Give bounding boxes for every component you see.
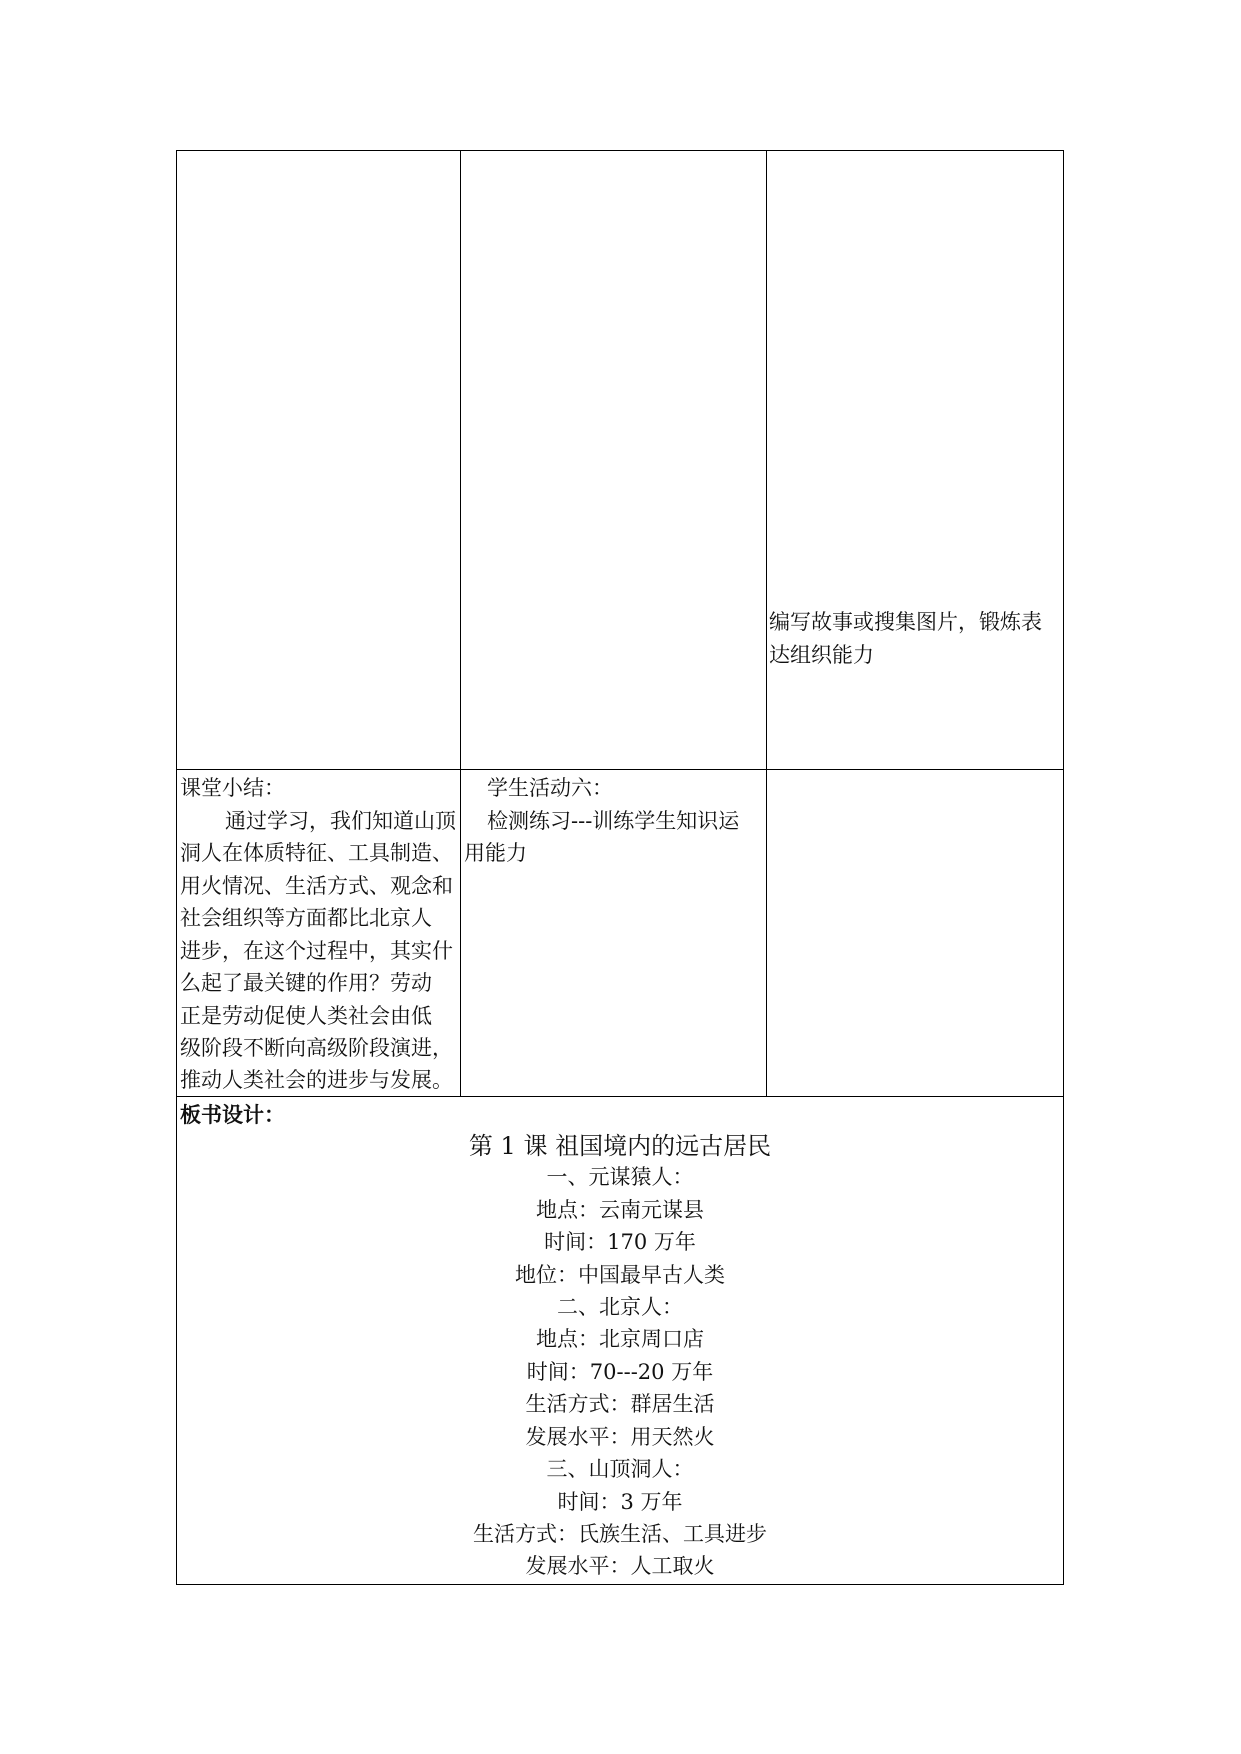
summary-heading: 课堂小结： — [180, 776, 285, 800]
summary-line: 级阶段不断向高级阶段演进， — [180, 1036, 453, 1060]
board-s2-level: 发展水平：用天然火 — [525, 1425, 715, 1449]
student-activity-line2: 用能力 — [464, 841, 527, 865]
top-row-col3-cell — [767, 151, 1063, 769]
board-s3-life: 生活方式：氏族生活、工具进步 — [473, 1522, 767, 1546]
summary-line: 社会组织等方面都比北京人 — [180, 906, 432, 930]
summary-line: 进步，在这个过程中，其实什 — [180, 939, 453, 963]
student-activity-line1: 检测练习---训练学生知识运 — [487, 809, 740, 833]
board-s3-time: 时间：3 万年 — [557, 1490, 683, 1514]
table-border-bottom — [176, 1584, 1064, 1585]
board-section1: 一、元谋猿人： — [546, 1165, 694, 1189]
summary-line: 洞人在体质特征、工具制造、 — [180, 841, 453, 865]
board-s3-level: 发展水平：人工取火 — [525, 1554, 715, 1578]
col3-note-line1: 编写故事或搜集图片，锻炼表 — [769, 610, 1042, 634]
summary-col2-cell — [461, 770, 766, 1096]
summary-line: 通过学习，我们知道山顶 — [225, 809, 456, 833]
board-s2-place: 地点：北京周口店 — [536, 1327, 704, 1351]
summary-line: 用火情况、生活方式、观念和 — [180, 874, 453, 898]
board-s1-time: 时间：170 万年 — [544, 1230, 696, 1254]
board-section2: 二、北京人： — [557, 1295, 683, 1319]
summary-line: 么起了最关键的作用？劳动 — [180, 971, 432, 995]
board-heading: 板书设计： — [180, 1103, 285, 1127]
col3-note-line2: 达组织能力 — [769, 643, 874, 667]
board-s1-place: 地点：云南元谋县 — [536, 1198, 704, 1222]
board-s1-status: 地位：中国最早古人类 — [515, 1263, 725, 1287]
board-s2-time: 时间：70---20 万年 — [526, 1360, 714, 1384]
summary-line: 推动人类社会的进步与发展。 — [180, 1068, 453, 1092]
board-s2-life: 生活方式：群居生活 — [525, 1392, 715, 1416]
board-section3: 三、山顶洞人： — [546, 1457, 694, 1481]
board-title: 第 1 课 祖国境内的远古居民 — [468, 1132, 772, 1160]
student-activity-heading: 学生活动六： — [487, 776, 613, 800]
summary-line: 正是劳动促使人类社会由低 — [180, 1004, 432, 1028]
summary-col1-cell — [177, 770, 460, 1096]
